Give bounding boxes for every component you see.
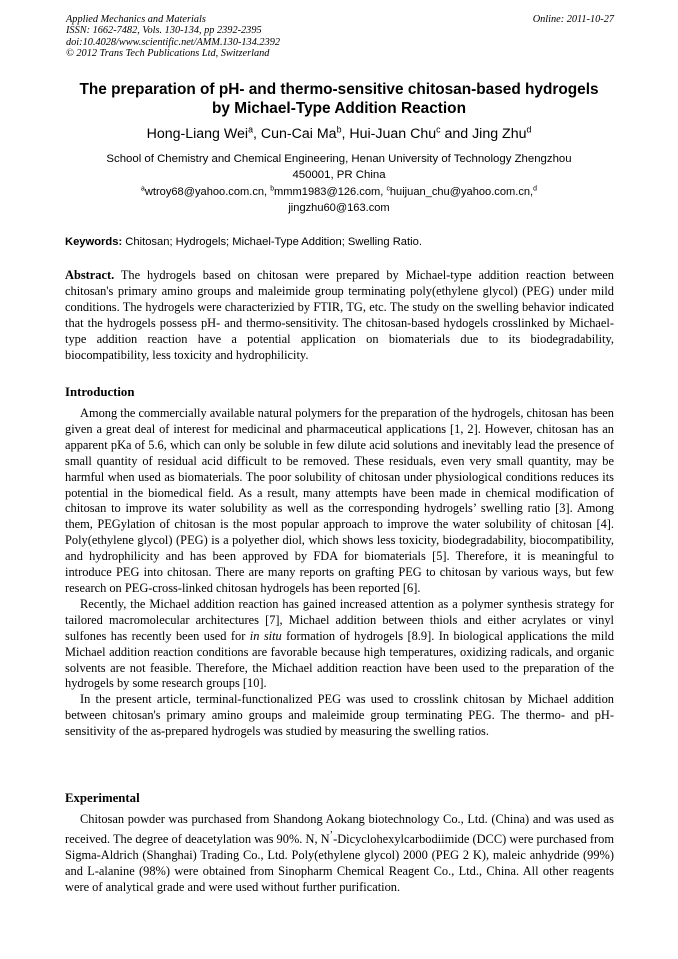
author-sup: b — [336, 124, 342, 135]
keywords-text: Chitosan; Hydrogels; Michael-Type Addition; Swelling Ratio. — [122, 236, 422, 248]
exp-p1-text: Chitosan powder was purchased from Shandong Aokang biotechnology Co., Ltd. (China) and was used as received. The degree of deacetylation was 90%. N, N — [65, 812, 614, 847]
author-list — [40, 125, 638, 143]
intro-paragraph-1: Among the commercially available natural polymers for the preparation of the hydrogels, chitosan has been given a great deal of interest for medicinal and pharmaceutical applications [1, 2]. However, chitosan has an apparent pKa of 5.6, which can only be soluble in few dilute acid solutions and inevitably lead the presence of small quantity of residual acid difficult to be removed. These residuals, even very small quantity, may be harmful when used as biomaterials. The poor solubility of chitosan under physiological conditions reduces its potential in the biomedical field. As a result, many attempts have been made in chemical modification of chitosan to improve its water solubility as well as the corresponding hydrogels’ swelling ratio [3]. Among them, PEGylation of chitosan is the most popular approach to improve the water solubility of chitosan [4]. Poly(ethylene glycol) (PEG) is a polyether diol, which shows less toxicity, biodegradability, biocompatibility, and hydrophilicity and has been approved by FDA for biomaterials [5]. Therefore, it is meaningful to introduce PEG into chitosan. There are many reports on grafting PEG to chitosan by various ways, but few research on PEG-cross-linked chitosan hydrogels has been reported [6]. — [65, 406, 614, 595]
email-c[interactable]: huijuan_chu@yahoo.com.cn, — [389, 186, 534, 198]
author-name: Jing Zhu — [472, 126, 527, 142]
journal-doi: doi:10.4028/www.scientific.net/AMM.130-134.2392 — [66, 36, 281, 48]
affiliation — [40, 151, 638, 183]
author-name: Hui-Juan Chu — [349, 126, 437, 142]
online-date: Online: 2011-10-27 — [532, 14, 614, 25]
experimental-paragraph-1 — [65, 812, 614, 896]
email-sup: c — [386, 185, 390, 193]
intro-p2-text: formation of hydrogels [8.9]. In biological applications the mild Michael addition reaction conditions are favorable because high temperatures, oxidizing radicals, and organic solvents are not feasible. Therefore, the Michael addition reaction have been used to the preparation of the hydrogels by some research groups [10]. — [65, 628, 614, 691]
email-sup: a — [141, 185, 145, 193]
author-name: Cun-Cai Ma — [260, 126, 337, 142]
intro-p2-text: Recently, the Michael addition reaction has gained increased attention as a polymer synthesis strategy for tailored macromolecular architectures [7], Michael addition between thiols and either acrylates or vinyl sulfones has recently been used for — [65, 596, 614, 643]
author-sup: d — [526, 124, 532, 135]
keywords-label: Keywords: — [65, 236, 123, 248]
email-d[interactable]: jingzhu60@163.com — [288, 201, 390, 214]
paper-title — [40, 81, 638, 118]
section-heading-experimental: Experimental — [65, 791, 140, 805]
journal-issn: ISSN: 1662-7482, Vols. 130-134, pp 2392-2395 — [66, 25, 262, 37]
email-b[interactable]: mmm1983@126.com, — [274, 186, 387, 198]
journal-header — [66, 14, 280, 60]
emails-line1 — [40, 185, 638, 201]
journal-name: Applied Mechanics and Materials — [66, 14, 206, 25]
journal-copyright: © 2012 Trans Tech Publications Ltd, Switzerland — [66, 48, 270, 60]
author-sep: and — [440, 126, 473, 142]
author-emails — [40, 185, 638, 216]
email-sup: d — [533, 185, 537, 193]
exp-p1-text: -Dicyclohexylcarbodiimide (DCC) were purchased from Sigma-Aldrich (Shanghai) Trading Co., Ltd. Poly(ethylene glycol) 2000 (PEG 2 K), maleic anhydride (99%) and L-alanine (98%) were obtained from Sinopharm Chemical Reagent Co., Ltd., China. All other reagents were of analytical grade and were used without further purification. — [65, 832, 614, 894]
abstract-label: Abstract. — [65, 268, 115, 282]
author-sup: a — [248, 124, 253, 135]
abstract-text: The hydrogels based on chitosan were prepared by Michael-type addition reaction between chitosan's primary amino groups and maleimide group terminating poly(ethylene glycol) (PEG) under mild conditions. The hydrogels were characterizied by FTIR, TG, etc. The study on the swelling behavior indicated that the hydrogels possess pH- and thermo-sensitivity. The chitosan-based hydogels crosslinked by Michael-type addition reaction have a potential application on biomaterials due to its biodegradability, biocompatibility, less toxicity and hydrophilicity. — [65, 268, 614, 362]
paper-title-line2: by Michael-Type Addition Reaction — [212, 99, 466, 117]
email-sup: b — [270, 185, 275, 193]
email-a[interactable]: wtroy68@yahoo.com.cn, — [144, 186, 271, 198]
exp-p1-sup: ’ — [329, 829, 334, 841]
author-sep: , — [252, 126, 261, 142]
affiliation-line1: School of Chemistry and Chemical Engineering, Henan University of Technology Zhengzhou — [106, 153, 572, 165]
introduction-body — [65, 406, 614, 740]
keywords — [65, 235, 615, 250]
author-name: Hong-Liang Wei — [146, 126, 249, 142]
section-heading-introduction: Introduction — [65, 385, 135, 399]
intro-paragraph-3: In the present article, terminal-functionalized PEG was used to crosslink chitosan by Michael addition between chitosan's primary amino groups and maleimide group terminating PEG. The thermo- and pH-sensitivity of the as-prepared hydrogels was studied by measuring the swelling ratios. — [65, 692, 614, 739]
experimental-body — [65, 812, 614, 896]
abstract — [65, 268, 614, 363]
intro-paragraph-2 — [65, 597, 614, 692]
intro-p2-emphasis: in situ — [249, 628, 282, 643]
paper-title-line1: The preparation of pH- and thermo-sensitive chitosan-based hydrogels — [79, 81, 599, 98]
author-sep: , — [341, 126, 350, 142]
affiliation-line2: 450001, PR China — [292, 169, 386, 181]
author-sup: c — [436, 124, 441, 135]
